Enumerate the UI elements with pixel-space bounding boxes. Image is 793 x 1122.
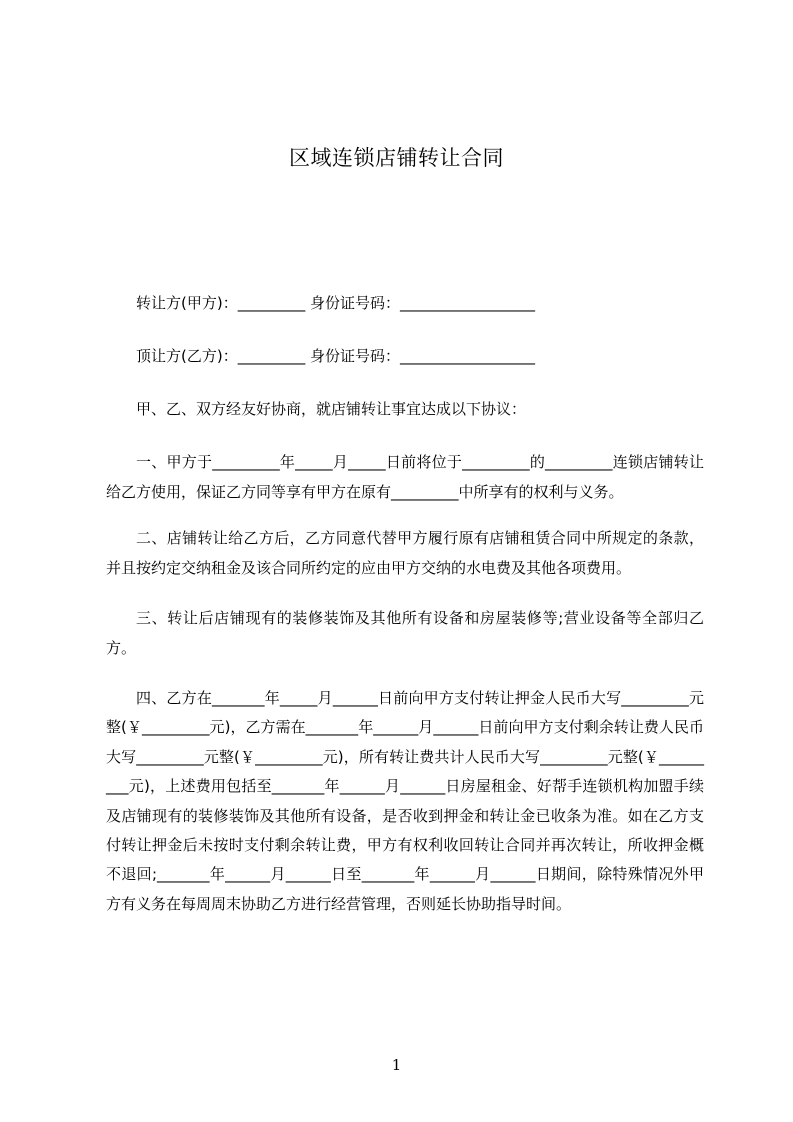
- document-title: 区域连锁店铺转让合同: [289, 146, 504, 170]
- clause-2: 二、店铺转让给乙方后，乙方同意代替甲方履行原有店铺租赁合同中所规定的条款，并且按约定交纳租金及该合同所约定的应由甲方交纳的水电费及其他各项费用。: [106, 529, 704, 577]
- transferee-line: 顶让方(乙方)：_________ 身份证号码：__________________: [136, 347, 535, 365]
- clause-3: 三、转让后店铺现有的装修装饰及其他所有设备和房屋装修等;营业设备等全部归乙方。: [106, 609, 704, 657]
- clause-4: 四、乙方在_______年_____月______日前向甲方支付转让押金人民币大写_________元整(￥_________元)，乙方需在_______年______月______日前向甲方支付剩余转让费人民币大写_________元整(￥_________元)，所有转让费共计人民币大写_________元整(￥_________元)，上述费用包括至_______年______月______日房屋租金、好帮手连锁机构加盟手续及店铺现有的装修装饰及其他所有设备，是否收到押金和转让金已收条为准。如在乙方支付转让押金后未按时支付剩余转让费，甲方有权利收回转让合同并再次转让，所收押金概不退回;_______年______月______日至_______年______月______日期间，除特殊情况外甲方有义务在每周周末协助乙方进行经营管理，否则延长协助指导时间。: [106, 689, 704, 913]
- transferor-line: 转让方(甲方)：_________ 身份证号码：__________________: [136, 294, 535, 312]
- page-number: 1: [391, 1056, 402, 1074]
- intro-text: 甲、乙、双方经友好协商，就店铺转让事宜达成以下协议：: [136, 400, 527, 418]
- clause-1: 一、甲方于_________年_____月_____日前将位于_________的_________连锁店铺转让给乙方使用，保证乙方同等享有甲方在原有_________中所享有的权利与义务。: [106, 453, 704, 501]
